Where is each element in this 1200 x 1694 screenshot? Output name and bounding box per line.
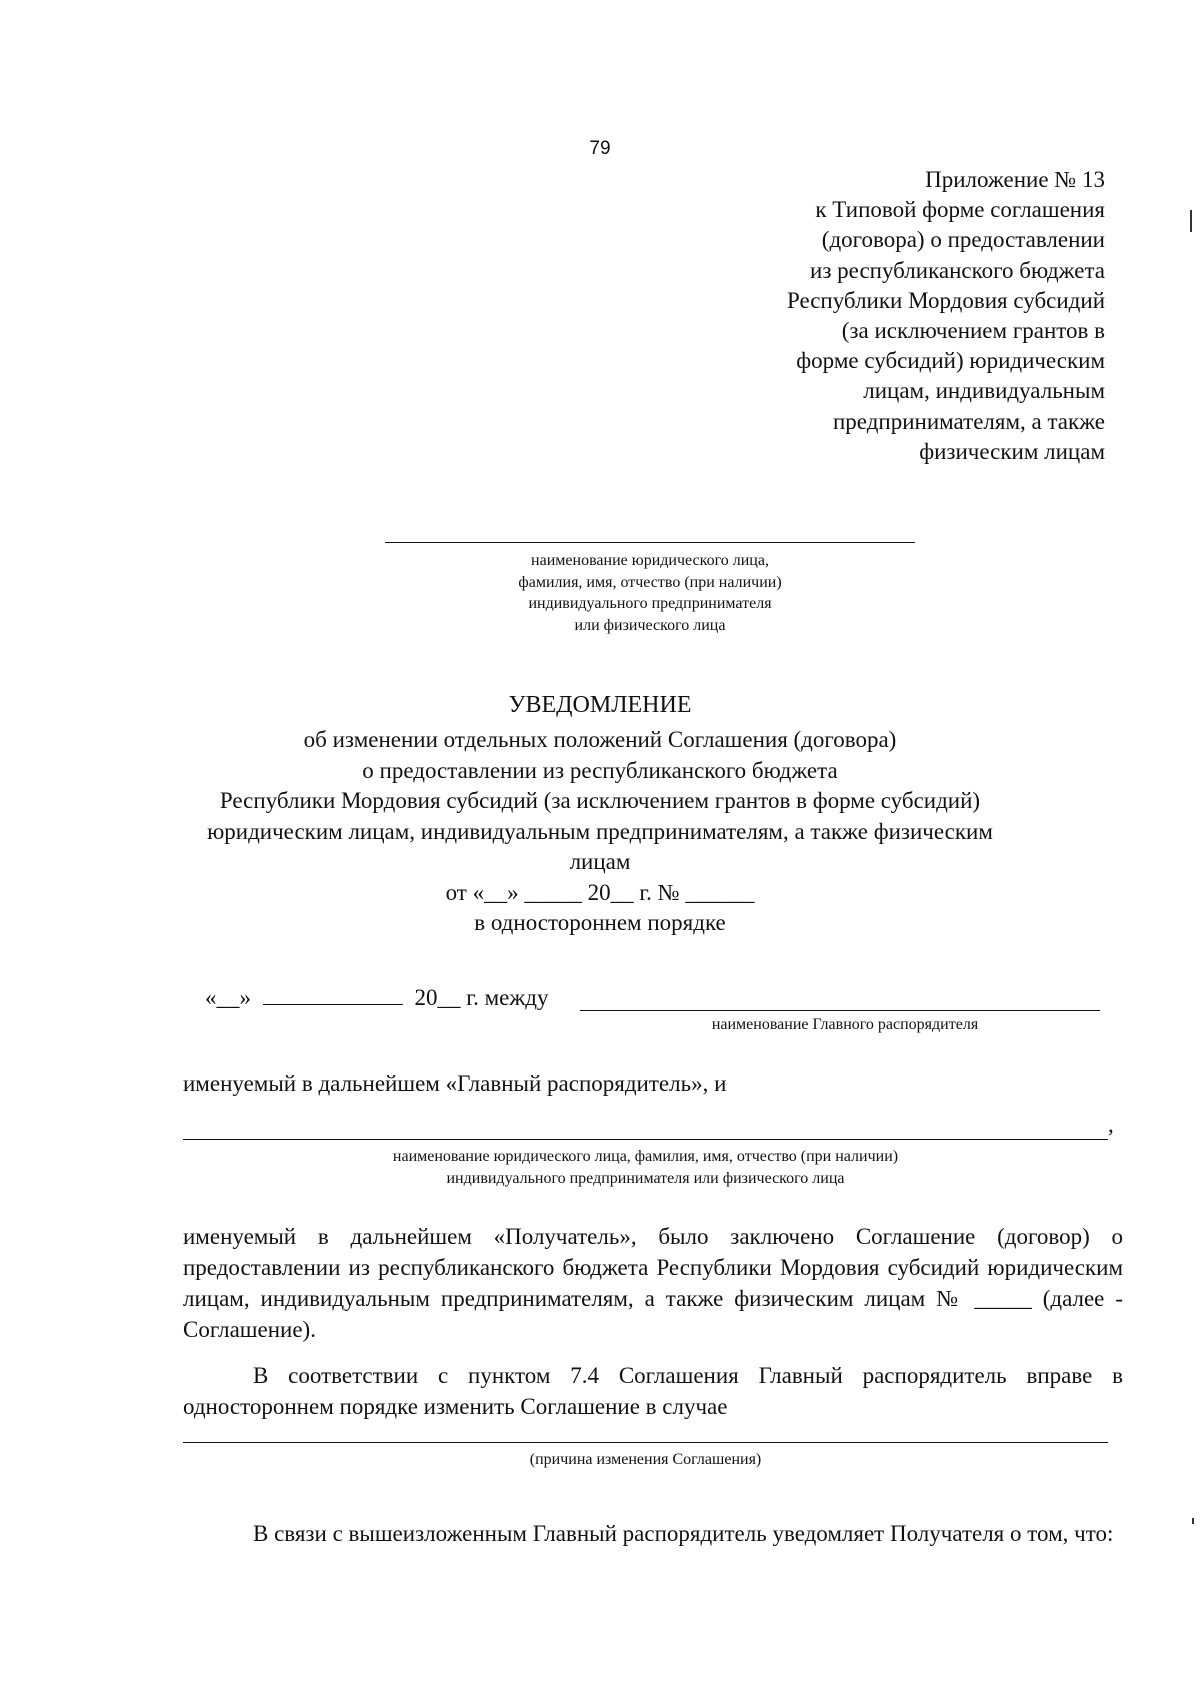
date-line (205, 984, 548, 1011)
notify-paragraph: В связи с вышеизложенным Главный распорядитель уведомляет Получателя о том, что: (253, 1521, 1114, 1546)
caption-line: наименование юридического лица, фамилия, имя, отчество (при наличии) (392, 1148, 899, 1165)
notice-title: УВЕДОМЛЕНИЕ (508, 692, 692, 718)
date-day: «__» (205, 985, 251, 1010)
appendix-line: (договора) о предоставлении (821, 227, 1105, 253)
reason-blank (183, 1442, 1108, 1443)
appendix-line: предпринимателям, а также (832, 408, 1105, 434)
appendix-line: лицам, индивидуальным (863, 378, 1105, 404)
caption-line: индивидуального предпринимателя (528, 595, 772, 612)
subtitle-line: Республики Мордовия субсидий (за исключением грантов в форме субсидий) (219, 788, 981, 813)
subtitle-line: в одностороннем порядке (474, 910, 726, 935)
recipient-full-caption (183, 1146, 1108, 1189)
scan-mark (1190, 210, 1192, 232)
subtitle-line: о предоставлении из республиканского бюджета (362, 757, 838, 783)
subtitle-line: об изменении отдельных положений Соглашения (договора) (303, 727, 897, 752)
caption-line: фамилия, имя, отчество (при наличии) (518, 573, 782, 591)
appendix-line: физическим лицам (919, 438, 1105, 464)
main-manager-blank (580, 1010, 1100, 1011)
appendix-line: Республики Мордовия субсидий (786, 287, 1105, 313)
caption-line: индивидуального предпринимателя или физического лица (446, 1169, 845, 1187)
recipient-caption (385, 550, 915, 636)
appendix-line: (за исключением грантов в (841, 318, 1105, 344)
notice-subtitle (0, 725, 1200, 939)
recipient-comma: , (1108, 1112, 1114, 1137)
appendix-line: из республиканского бюджета (810, 257, 1105, 283)
agreement-paragraph: именуемый в дальнейшем «Получатель», было заключено Соглашение (договор) о предоставлении из республиканского бюджета Республики Мордовия субсидий юридическим лицам, индивидуальным предпринимателям, а также физическим лицам № _____ (далее - Соглашение). (183, 1224, 1123, 1342)
subtitle-line: от «__» _____ 20__ г. № ______ (445, 879, 755, 905)
date-year: 20__ г. между (414, 985, 549, 1010)
subtitle-line: лицам (569, 849, 631, 874)
page-number: 79 (589, 138, 611, 159)
clause-paragraph: В соответствии с пунктом 7.4 Соглашения Главный распорядитель вправе в одностороннем порядке изменить Соглашение в случае (183, 1363, 1123, 1419)
date-month-blank (263, 984, 403, 1005)
appendix-header (787, 165, 1105, 467)
caption-line: или физического лица (574, 616, 726, 634)
recipient-name-blank (385, 542, 915, 543)
main-manager-caption: наименование Главного распорядителя (711, 1016, 979, 1033)
main-manager-paragraph: именуемый в дальнейшем «Главный распорядитель», и (183, 1071, 727, 1096)
recipient-blank (183, 1139, 1108, 1140)
scan-mark (1192, 1518, 1194, 1524)
appendix-line: к Типовой форме соглашения (815, 197, 1105, 223)
appendix-line: Приложение № 13 (925, 167, 1105, 192)
caption-line: наименование юридического лица, (531, 552, 769, 569)
subtitle-line: юридическим лицам, индивидуальным предпринимателям, а также физическим (207, 818, 993, 844)
reason-caption: (причина изменения Соглашения) (529, 1451, 762, 1468)
appendix-line: форме субсидий) юридическим (796, 348, 1105, 374)
